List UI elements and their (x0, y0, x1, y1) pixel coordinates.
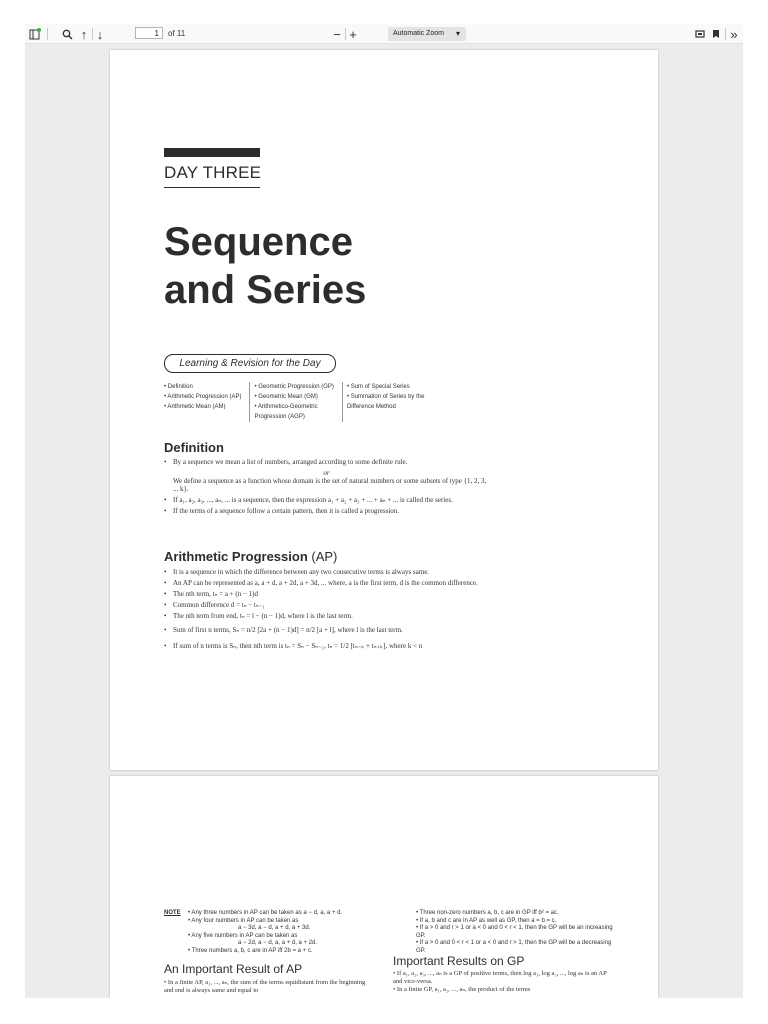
search-icon[interactable] (59, 24, 75, 44)
topics-list (164, 382, 432, 422)
page-count: of 11 (168, 29, 186, 38)
list-item-text: If a₁, a₂, a₃, ..., aₙ, ... is a sequence, then the expression a₁ + a₂ + a₃ + ... + aₙ + ... is called the series. (173, 496, 453, 504)
zoom-label: Automatic Zoom (393, 30, 444, 37)
zoom-in-glyph: + (349, 26, 357, 42)
note-item: • Any four numbers in AP can be taken as (188, 917, 299, 924)
list-item: • The nth term, tₙ = a + (n − 1)d (164, 590, 259, 598)
definition-heading: Definition (164, 440, 224, 455)
zoom-select[interactable] (388, 27, 466, 41)
list-item-text: It is a sequence in which the difference between any two consecutive terms is always same. (173, 568, 430, 576)
next-page-arrow: ↓ (96, 26, 104, 42)
list-item: • An AP can be represented as a, a + d, a + 2d, a + 3d, ... where, a is the first term, d is the common difference. (164, 579, 478, 587)
present-icon[interactable] (693, 24, 707, 44)
list-item: • By a sequence we mean a list of numbers, arranged according to some definite rule. (164, 458, 408, 466)
topic-item: • Sum of Special Series (346, 384, 410, 390)
list-item: • If sum of n terms is Sₙ, then nth term is tₙ = Sₙ − Sₙ₋₁, tₙ = 1/2 [tₙ₋ₖ + tₙ₊ₖ], where k < n (164, 642, 423, 650)
note-item: • Any three numbers in AP can be taken as a − d, a, a + d. (188, 910, 343, 916)
next-page-icon[interactable] (93, 24, 107, 44)
ap-result-heading: An Important Result of AP (164, 962, 303, 976)
note-item: • If a, b and c are in AP as well as GP, then a = b = c. (416, 917, 557, 924)
topic-item: • Arithmetic Mean (AM) (164, 404, 226, 410)
previous-page-icon[interactable] (77, 24, 91, 44)
chapter-title-line1: Sequence (164, 220, 353, 264)
note-item: • If a > 0 and 0 < r < 1 or a < 0 and r > 1, then the GP will be a decreasing GP. (416, 940, 612, 954)
topic-item: Difference Method (346, 404, 396, 410)
list-item: • Sum of first n terms, Sₙ = n/2 [2a + (n − 1)d] = n/2 [a + l], where l is the last term. (164, 626, 403, 634)
pdf-toolbar (25, 24, 743, 44)
note-item: • Three numbers a, b, c are in AP iff 2b = a + c. (188, 947, 313, 954)
gp-results-text (393, 970, 608, 994)
tools-icon[interactable] (727, 24, 741, 44)
sidebar-toggle-icon[interactable] (27, 24, 43, 44)
day-underline (164, 187, 260, 188)
definition-subtext: We define a sequence as a function whose domain is the set of natural numbers or some subsets of type {1, 2, 3, ... k}. (173, 477, 487, 493)
ap-result-text: • In a finite AP, a₁, ..., aₙ, the sum of the terms equidistant from the beginning and end is always same and equal to (164, 979, 366, 994)
topic-item: • Geometric Mean (GM) (254, 394, 318, 400)
definition-section (164, 458, 489, 518)
topic-item: • Arithmetic Progression (AP) (164, 394, 242, 400)
list-item-text: Common difference d = tₙ − tₙ₋₁ (173, 601, 265, 609)
zoom-out-glyph: − (333, 26, 341, 42)
list-item-text: The nth term from end, tₙ = l − (n − 1)d, where l is the last term. (173, 612, 353, 620)
ap-section (164, 568, 489, 653)
pdf-page-1 (110, 50, 658, 770)
previous-page-arrow: ↑ (80, 26, 88, 42)
note-item: • Three non-zero numbers a, b, c are in GP iff b² = ac. (416, 910, 559, 916)
list-item: • The nth term from end, tₙ = l − (n − 1)d, where l is the last term. (164, 612, 353, 620)
ap-heading-text: Arithmetic Progression (164, 549, 308, 564)
gp-results-item: • In a finite GP, a₁, a₂, ..., aₙ, the product of the terms (393, 986, 531, 993)
topic-item: • Geometric Progression (GP) (254, 384, 334, 390)
list-item-text: Sum of first n terms, Sₙ = n/2 [2a + (n − 1)d] = n/2 [a + l], where l is the last term. (173, 626, 403, 634)
tools-glyph: » (730, 26, 738, 42)
ap-heading-suffix: (AP) (307, 549, 338, 564)
chapter-title-line2: and Series (164, 268, 367, 312)
gp-results-heading: Important Results on GP (393, 954, 525, 968)
gp-notes (416, 910, 616, 955)
or-text: or (323, 469, 330, 477)
page-number-input[interactable]: 1 (135, 27, 163, 39)
topic-item: • Definition (164, 384, 193, 390)
topics-column-3 (342, 382, 432, 422)
note-item: • If a > 0 and r > 1 or a < 0 and 0 < r < 1, then the GP will be an increasing GP. (416, 925, 613, 939)
note-item: • Any five numbers in AP can be taken as (188, 932, 298, 939)
note-item: a − 2d, a − d, a, a + d, a + 2d. (238, 940, 318, 946)
list-item-text: By a sequence we mean a list of numbers, arranged according to some definite rule. (173, 458, 408, 466)
ap-heading (164, 549, 337, 564)
list-item-text: If the terms of a sequence follow a certain pattern, then it is called a progression. (173, 507, 400, 515)
topic-item: Progression (AGP) (254, 414, 305, 420)
chapter-title (164, 218, 366, 314)
list-item-text: The nth term, tₙ = a + (n − 1)d (173, 590, 259, 598)
list-item-text: An AP can be represented as a, a + d, a + 2d, a + 3d, ... where, a is the first term, d is the common difference. (173, 579, 478, 587)
chevron-down-icon: ▾ (455, 29, 460, 38)
topics-column-2 (249, 382, 341, 422)
pdf-page-2 (110, 776, 658, 998)
list-item: • It is a sequence in which the difference between any two consecutive terms is always same. (164, 568, 430, 576)
list-item: • If the terms of a sequence follow a certain pattern, then it is called a progression. (164, 507, 400, 515)
note-label: NOTE (164, 910, 181, 916)
topics-column-1 (164, 382, 249, 422)
learning-box: Learning & Revision for the Day (164, 354, 336, 373)
note-item: a − 3d, a − d, a + d, a + 3d. (238, 925, 311, 931)
zoom-out-icon[interactable] (331, 24, 343, 44)
list-item: • If a₁, a₂, a₃, ..., aₙ, ... is a sequence, then the expression a₁ + a₂ + a₃ + ... + aₙ + ... is called the series. (164, 496, 453, 504)
list-item-text: If sum of n terms is Sₙ, then nth term is tₙ = Sₙ − Sₙ₋₁, tₙ = 1/2 [tₙ₋ₖ + tₙ₊ₖ], where k < n (173, 642, 423, 650)
topic-item: • Summation of Series by the (346, 394, 425, 400)
list-item: • Common difference d = tₙ − tₙ₋₁ (164, 601, 265, 609)
document-viewer[interactable] (25, 44, 743, 998)
zoom-in-icon[interactable] (347, 24, 359, 44)
bookmark-icon[interactable] (709, 24, 723, 44)
gp-results-item: • If a₁, a₂, a₃, ..., aₙ is a GP of positive terms, then log a₁, log a₂, ..., log aₙ is an AP and vice-versa. (393, 970, 607, 985)
topic-item: • Arithmetico-Geometric (254, 404, 318, 410)
ap-notes (188, 910, 388, 955)
day-label: DAY THREE (164, 163, 262, 182)
header-bar (164, 148, 260, 157)
